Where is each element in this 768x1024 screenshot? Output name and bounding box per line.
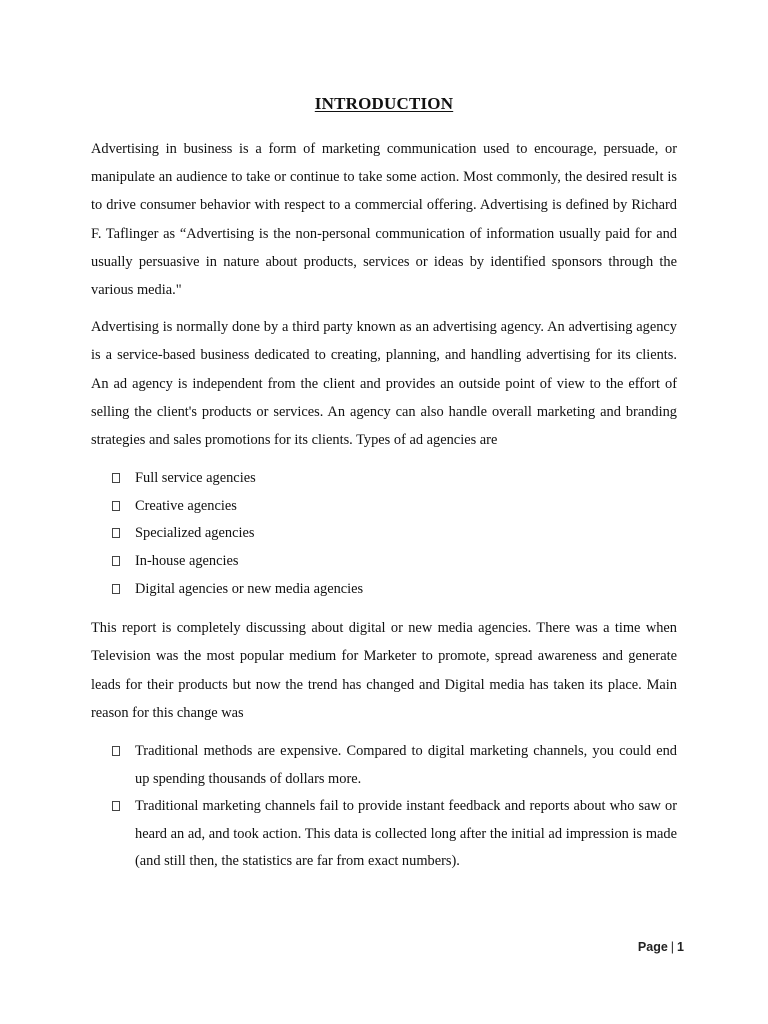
bullet-box-icon (112, 473, 120, 483)
list-item-text: Creative agencies (135, 497, 237, 514)
list-item-text: Digital agencies or new media agencies (135, 580, 364, 597)
list-item (91, 493, 677, 521)
list-item-text: Specialized agencies (135, 525, 255, 542)
bullet-box-icon (112, 528, 120, 538)
list-item-text: Traditional methods are expensive. Compared to digital marketing channels, you could end up spending thousands of dollars more. (135, 743, 677, 787)
list-item (91, 548, 677, 576)
reasons-list (91, 738, 677, 876)
list-item-text: In-house agencies (135, 553, 239, 570)
bullet-box-icon (112, 584, 120, 594)
list-item (91, 738, 677, 793)
paragraph-report-scope: This report is completely discussing about digital or new media agencies. There was a time when Television was the most popular medium for Marketer to promote, spread awareness and generate leads for their products but now the trend has changed and Digital media has taken its place. Main reason for this change was (91, 620, 677, 721)
bullet-box-icon (112, 501, 120, 511)
paragraph-advertising-definition: Advertising in business is a form of marketing communication used to encourage, persuade, or manipulate an audience to take or continue to take some action. Most commonly, the desired result is to drive consumer behavior with respect to a commercial offering. Advertising is defined by Richard F. Taflinger as “Advertising is the non-personal communication of information usually paid for and usually persuasive in nature about products, services or ideas by identified sponsors through the various media." (91, 141, 677, 299)
list-item-text: Traditional marketing channels fail to provide instant feedback and reports about who saw or heard an ad, and took action. This data is collected long after the initial ad impression is made (and still then, the statistics are far from exact numbers). (135, 798, 677, 870)
list-item (91, 465, 677, 493)
bullet-box-icon (112, 746, 120, 756)
page-label: Page (637, 940, 668, 954)
bullet-box-icon (112, 556, 120, 566)
page-number: 1 (677, 940, 684, 954)
document-body (91, 94, 677, 887)
page-footer (638, 940, 684, 954)
page-title: INTRODUCTION (314, 94, 454, 113)
agency-types-list (91, 465, 677, 603)
paragraph-advertising-agency: Advertising is normally done by a third party known as an advertising agency. An advertising agency is a service-based business dedicated to creating, planning, and handling advertising for its clients. An ad agency is independent from the client and provides an outside point of view to the effort of selling the client's products or services. An agency can also handle overall marketing and branding strategies and sales promotions for its clients. Types of ad agencies are (91, 319, 677, 449)
bullet-box-icon (112, 801, 120, 811)
list-item-text: Full service agencies (135, 470, 256, 487)
page-separator: | (670, 940, 675, 954)
list-item (91, 520, 677, 548)
list-item (91, 576, 677, 604)
list-item (91, 793, 677, 876)
